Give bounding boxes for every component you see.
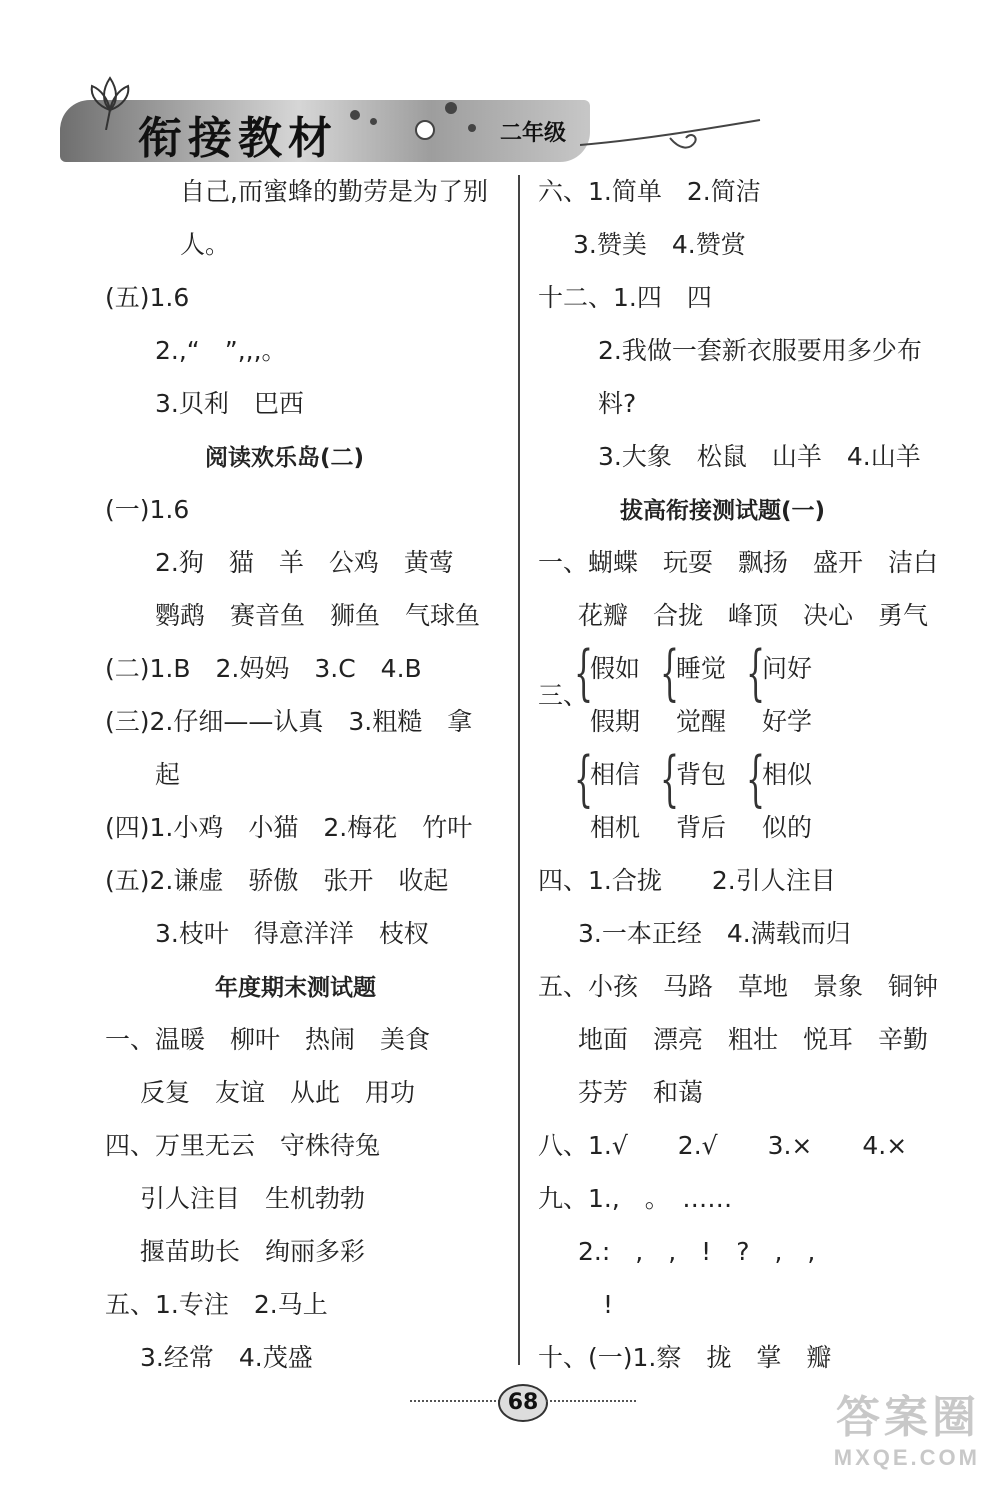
answer-line: (四)1.小鸡 小猫 2.梅花 竹叶 xyxy=(105,813,473,842)
right-ornament-icon xyxy=(546,1400,636,1402)
answer-line: 花瓣 合拢 峰顶 决心 勇气 xyxy=(578,601,929,630)
answer-line: 3.贝利 巴西 xyxy=(155,389,304,418)
grade-label: 二年级 xyxy=(500,120,567,146)
page-number: 68 xyxy=(498,1384,548,1422)
answer-line: 十二、1.四 四 xyxy=(538,283,712,312)
word-item: 假如 xyxy=(590,654,641,683)
answer-line: 八、1.√ 2.√ 3.× 4.× xyxy=(538,1131,908,1160)
lotus-icon xyxy=(80,70,140,130)
answer-line: 料? xyxy=(598,389,637,418)
word-item: 觉醒 xyxy=(676,707,727,736)
answer-line: 反复 友谊 从此 用功 xyxy=(140,1078,416,1107)
column-divider xyxy=(518,175,520,1365)
answer-line: 3.枝叶 得意洋洋 枝杈 xyxy=(155,919,429,948)
answer-line: 一、温暖 柳叶 热闹 美食 xyxy=(105,1025,431,1054)
answer-line: (五)2.谦虚 骄傲 张开 收起 xyxy=(105,866,449,895)
answer-line: 五、1.专注 2.马上 xyxy=(105,1290,328,1319)
answer-line: 3.一本正经 4.满载而归 xyxy=(578,919,851,948)
left-brace-icon: { xyxy=(660,639,680,709)
watermark-title: 答案圈 xyxy=(836,1393,980,1442)
answer-line: ! xyxy=(603,1290,614,1319)
answer-line: (三)2.仔细——认真 3.粗糙 拿 xyxy=(105,707,473,736)
word-item: 相信 xyxy=(590,760,641,789)
word-item: 相机 xyxy=(590,813,641,842)
answer-line: 四、万里无云 守株待兔 xyxy=(105,1131,381,1160)
answer-line: 引人注目 生机勃勃 xyxy=(140,1184,366,1213)
word-item: 好学 xyxy=(762,707,813,736)
word-item: 似的 xyxy=(762,813,813,842)
answer-line: 3.经常 4.茂盛 xyxy=(140,1343,313,1372)
word-item: 背包 xyxy=(676,760,727,789)
answer-line: 人。 xyxy=(180,230,231,259)
answer-line: 鹦鹉 赛音鱼 狮鱼 气球鱼 xyxy=(155,601,481,630)
answer-line: 三、 xyxy=(538,681,589,710)
word-item: 睡觉 xyxy=(676,654,727,683)
left-brace-icon: { xyxy=(660,745,680,815)
left-brace-icon: { xyxy=(746,745,766,815)
word-item: 问好 xyxy=(762,654,813,683)
watermark xyxy=(834,1381,980,1471)
answer-line: 芬芳 和蔼 xyxy=(578,1078,704,1107)
page-footer xyxy=(410,1382,630,1422)
answer-line: 十、(一)1.察 拢 掌 瓣 xyxy=(538,1343,832,1372)
answer-line: 地面 漂亮 粗壮 悦耳 辛勤 xyxy=(578,1025,929,1054)
swirl-ornament-icon xyxy=(580,110,780,170)
answer-line: 3.赞美 4.赞赏 xyxy=(573,230,746,259)
section-title: 阅读欢乐岛(二) xyxy=(205,445,365,471)
answer-line: 2.狗 猫 羊 公鸡 黄莺 xyxy=(155,548,454,577)
answer-line: 自己,而蜜蜂的勤劳是为了别 xyxy=(180,177,488,206)
answer-line: (二)1.B 2.妈妈 3.C 4.B xyxy=(105,654,422,683)
answer-line: (五)1.6 xyxy=(105,283,190,312)
answer-line: 2.: , , ! ? , , xyxy=(578,1237,816,1266)
answer-line: 揠苗助长 绚丽多彩 xyxy=(140,1237,366,1266)
left-brace-icon: { xyxy=(746,639,766,709)
left-ornament-icon xyxy=(410,1400,500,1402)
answer-line: 四、1.合拢 2.引人注目 xyxy=(538,866,836,895)
answer-line: 一、蝴蝶 玩耍 飘扬 盛开 洁白 xyxy=(538,548,939,577)
section-title: 拔高衔接测试题(一) xyxy=(620,498,826,524)
left-brace-icon: { xyxy=(574,639,594,709)
answer-line: 2.,“ ”,,,。 xyxy=(155,336,287,365)
header-title: 衔接教材 xyxy=(138,113,338,164)
word-item: 假期 xyxy=(590,707,641,736)
answer-line: 五、小孩 马路 草地 景象 铜钟 xyxy=(538,972,939,1001)
watermark-url: MXQE.COM xyxy=(833,1445,980,1470)
word-item: 背后 xyxy=(676,813,727,842)
answer-line: 六、1.简单 2.简洁 xyxy=(538,177,761,206)
answer-line: 3.大象 松鼠 山羊 4.山羊 xyxy=(598,442,921,471)
answer-line: 2.我做一套新衣服要用多少布 xyxy=(598,336,922,365)
section-title: 年度期末测试题 xyxy=(215,975,376,1001)
header-banner xyxy=(20,60,780,170)
left-brace-icon: { xyxy=(574,745,594,815)
answer-line: (一)1.6 xyxy=(105,495,190,524)
answer-line: 起 xyxy=(155,760,181,789)
answer-line: 九、1., 。 …… xyxy=(538,1184,733,1213)
word-item: 相似 xyxy=(762,760,813,789)
